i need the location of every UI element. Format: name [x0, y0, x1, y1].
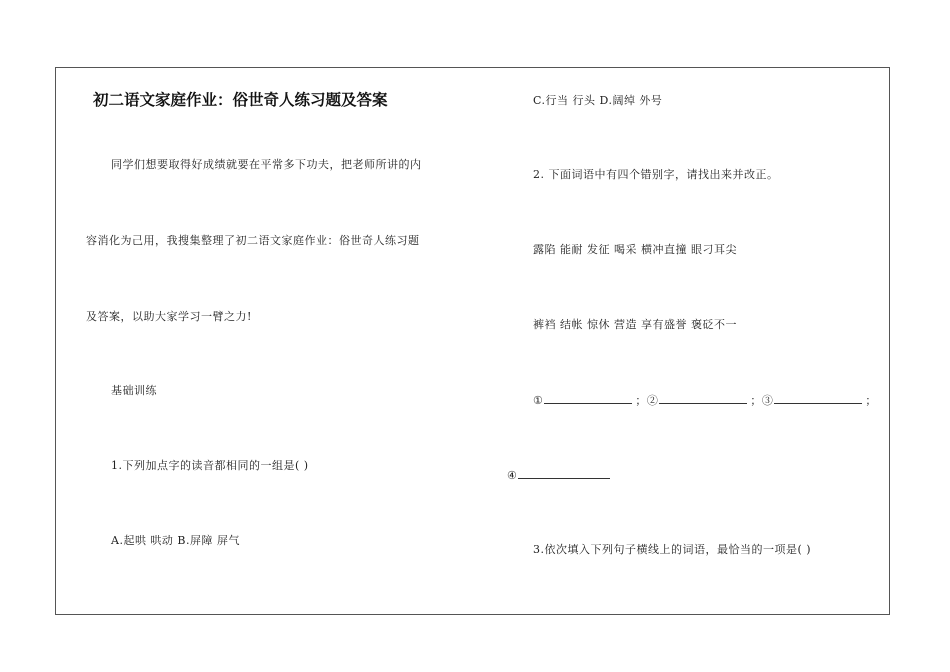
blank-marker-4: ④ [507, 469, 518, 482]
blank-marker-3: ③ [761, 394, 774, 407]
question-2-words-line-1: 露陷 能耐 发征 喝采 横冲直撞 眼刁耳尖 [533, 243, 737, 256]
answer-blank-3[interactable] [774, 393, 862, 404]
question-2: 2. 下面词语中有四个错别字，请找出来并改正。 [533, 168, 779, 181]
blank-marker-1: ① [533, 394, 544, 407]
section-heading: 基础训练 [111, 384, 157, 397]
question-1: 1.下列加点字的读音都相同的一组是( ) [111, 459, 309, 472]
answer-blank-2[interactable] [659, 393, 747, 404]
document-title: 初二语文家庭作业：俗世奇人练习题及答案 [93, 91, 388, 109]
answer-blank-4[interactable] [518, 468, 610, 479]
question-1-options-cd: C.行当 行头 D.阔绰 外号 [533, 94, 663, 107]
answer-blank-row-4 [507, 468, 613, 483]
intro-line-1: 同学们想要取得好成绩就要在平常多下功夫，把老师所讲的内 [111, 158, 422, 171]
page-border [55, 67, 890, 615]
question-1-options-ab: A.起哄 哄动 B.屏障 屏气 [111, 534, 241, 547]
intro-line-3: 及答案，以助大家学习一臂之力! [86, 310, 252, 323]
blank-separator: ； [750, 394, 762, 407]
answer-blanks-row [533, 393, 877, 408]
blank-marker-2: ② [646, 394, 659, 407]
question-2-words-line-2: 裤裆 结帐 惊休 营造 享有盛誉 褒砭不一 [533, 318, 737, 331]
blank-separator: ； [865, 394, 877, 407]
intro-line-2: 容消化为己用，我搜集整理了初二语文家庭作业：俗世奇人练习题 [86, 234, 420, 247]
question-3: 3.依次填入下列句子横线上的词语，最恰当的一项是( ) [533, 543, 812, 556]
answer-blank-1[interactable] [544, 393, 632, 404]
blank-separator: ； [635, 394, 647, 407]
